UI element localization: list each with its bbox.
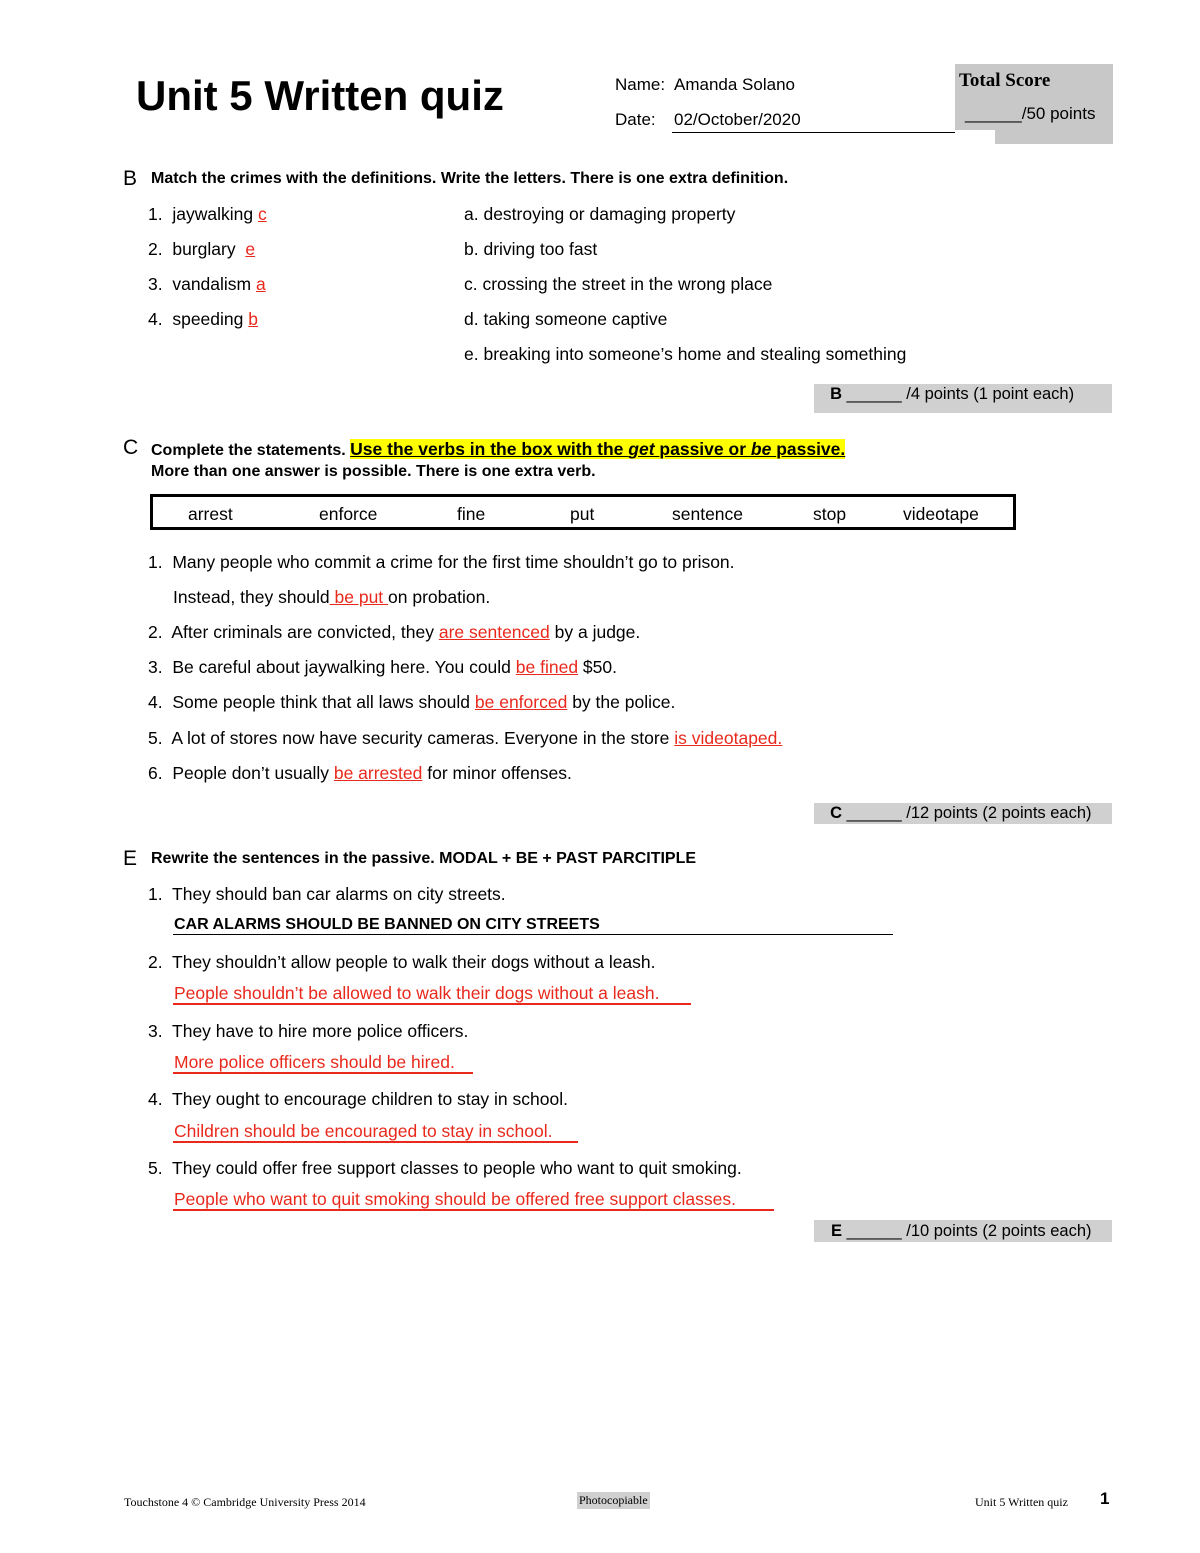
total-score-line: ______/50 points [965, 104, 1096, 123]
list-item: 3. They have to hire more police officers. [148, 1021, 469, 1041]
answer-text: e [245, 239, 256, 259]
verb-item: sentence [672, 504, 744, 524]
list-item: 3. Be careful about jaywalking here. You could be fined $50. [148, 657, 617, 677]
answer-line [173, 1072, 473, 1074]
answer-text: be put [329, 587, 389, 607]
answer-line [173, 1003, 691, 1005]
verb-item: arrest [188, 504, 233, 524]
list-item: 2. After criminals are convicted, they are sentenced by a judge. [148, 622, 641, 642]
answer-line [173, 1141, 578, 1143]
list-item: b. driving too fast [464, 239, 598, 259]
answer-text: c [257, 204, 267, 224]
answer-text: People shouldn’t be allowed to walk their dogs without a leash. [174, 983, 660, 1003]
answer-line [173, 1209, 774, 1211]
list-item: a. destroying or damaging property [464, 204, 736, 224]
list-item: 1. They should ban car alarms on city streets. [148, 884, 506, 904]
total-score-label: Total Score [959, 70, 1051, 91]
section-b-points: B ______ /4 points (1 point each) [814, 384, 1112, 413]
list-item: 2. burglary e [148, 239, 256, 259]
section-c-points: C ______ /12 points (2 points each) [814, 803, 1112, 824]
page-number: 1 [1100, 1489, 1110, 1508]
list-item: 1. Many people who commit a crime for the first time shouldn’t go to prison. [148, 552, 735, 572]
answer-text: are sentenced [438, 622, 550, 642]
list-item: 1. jaywalking c [148, 204, 267, 224]
list-item: 3. vandalism a [148, 274, 266, 294]
footer-unit-label: Unit 5 Written quiz [975, 1495, 1068, 1509]
answer-text: is videotaped. [674, 728, 783, 748]
answer-text: People who want to quit smoking should be offered free support classes. [174, 1189, 736, 1209]
list-item: 4. speeding b [148, 309, 258, 329]
answer-text: a [256, 274, 266, 294]
list-item: d. taking someone captive [464, 309, 668, 329]
list-item: Instead, they should be put on probation. [173, 587, 491, 607]
highlighted-instruction: Use the verbs in the box with the get passive or be passive. [350, 439, 846, 459]
page-title: Unit 5 Written quiz [136, 72, 504, 119]
verb-item: fine [457, 504, 486, 524]
answer-text: Children should be encouraged to stay in school. [174, 1121, 553, 1141]
answer-text: b [248, 309, 258, 329]
list-item: 2. They shouldn’t allow people to walk their dogs without a leash. [148, 952, 656, 972]
list-item: 5. A lot of stores now have security cameras. Everyone in the store is videotaped. [148, 728, 783, 748]
verb-box [150, 494, 1016, 530]
photocopiable-badge: Photocopiable [579, 1493, 648, 1507]
section-e-letter: E [123, 847, 138, 870]
date-label: Date: [615, 110, 656, 129]
verb-item: enforce [319, 504, 378, 524]
total-score-box [955, 64, 1113, 144]
list-item: 4. They ought to encourage children to stay in school. [148, 1089, 568, 1109]
answer-text: be fined [515, 657, 579, 677]
list-item: c. crossing the street in the wrong place [464, 274, 773, 294]
verb-item: put [570, 504, 595, 524]
footer-copyright: Touchstone 4 © Cambridge University Press 2014 [124, 1495, 366, 1509]
section-c-instruction-2: More than one answer is possible. There is one extra verb. [151, 463, 596, 480]
name-label: Name: [615, 75, 666, 94]
section-e-points: E ______ /10 points (2 points each) [814, 1220, 1112, 1242]
section-e-instruction: Rewrite the sentences in the passive. MODAL + BE + PAST PARCITIPLE [151, 850, 697, 867]
date-value: 02/October/2020 [674, 110, 801, 129]
answer-text: be arrested [333, 763, 423, 783]
section-b-letter: B [123, 167, 138, 190]
name-value: Amanda Solano [674, 75, 795, 94]
section-c-instruction: Complete the statements. Use the verbs in the box with the get passive or be passive. [151, 439, 846, 459]
list-item: e. breaking into someone’s home and stealing something [464, 344, 907, 364]
section-c-letter: C [123, 436, 139, 459]
list-item: 4. Some people think that all laws should be enforced by the police. [148, 692, 676, 712]
answer-line [173, 934, 893, 935]
verb-item: videotape [903, 504, 979, 524]
list-item: 6. People don’t usually be arrested for minor offenses. [148, 763, 572, 783]
score-box-notch [955, 130, 995, 144]
answer-text: be enforced [474, 692, 568, 712]
date-underline [672, 132, 955, 133]
answer-text: More police officers should be hired. [174, 1052, 455, 1072]
answer-text: CAR ALARMS SHOULD BE BANNED ON CITY STREETS [174, 916, 600, 933]
verb-item: stop [813, 504, 847, 524]
list-item: 5. They could offer free support classes to people who want to quit smoking. [148, 1158, 742, 1178]
section-b-instruction: Match the crimes with the definitions. Write the letters. There is one extra definition. [151, 170, 789, 187]
